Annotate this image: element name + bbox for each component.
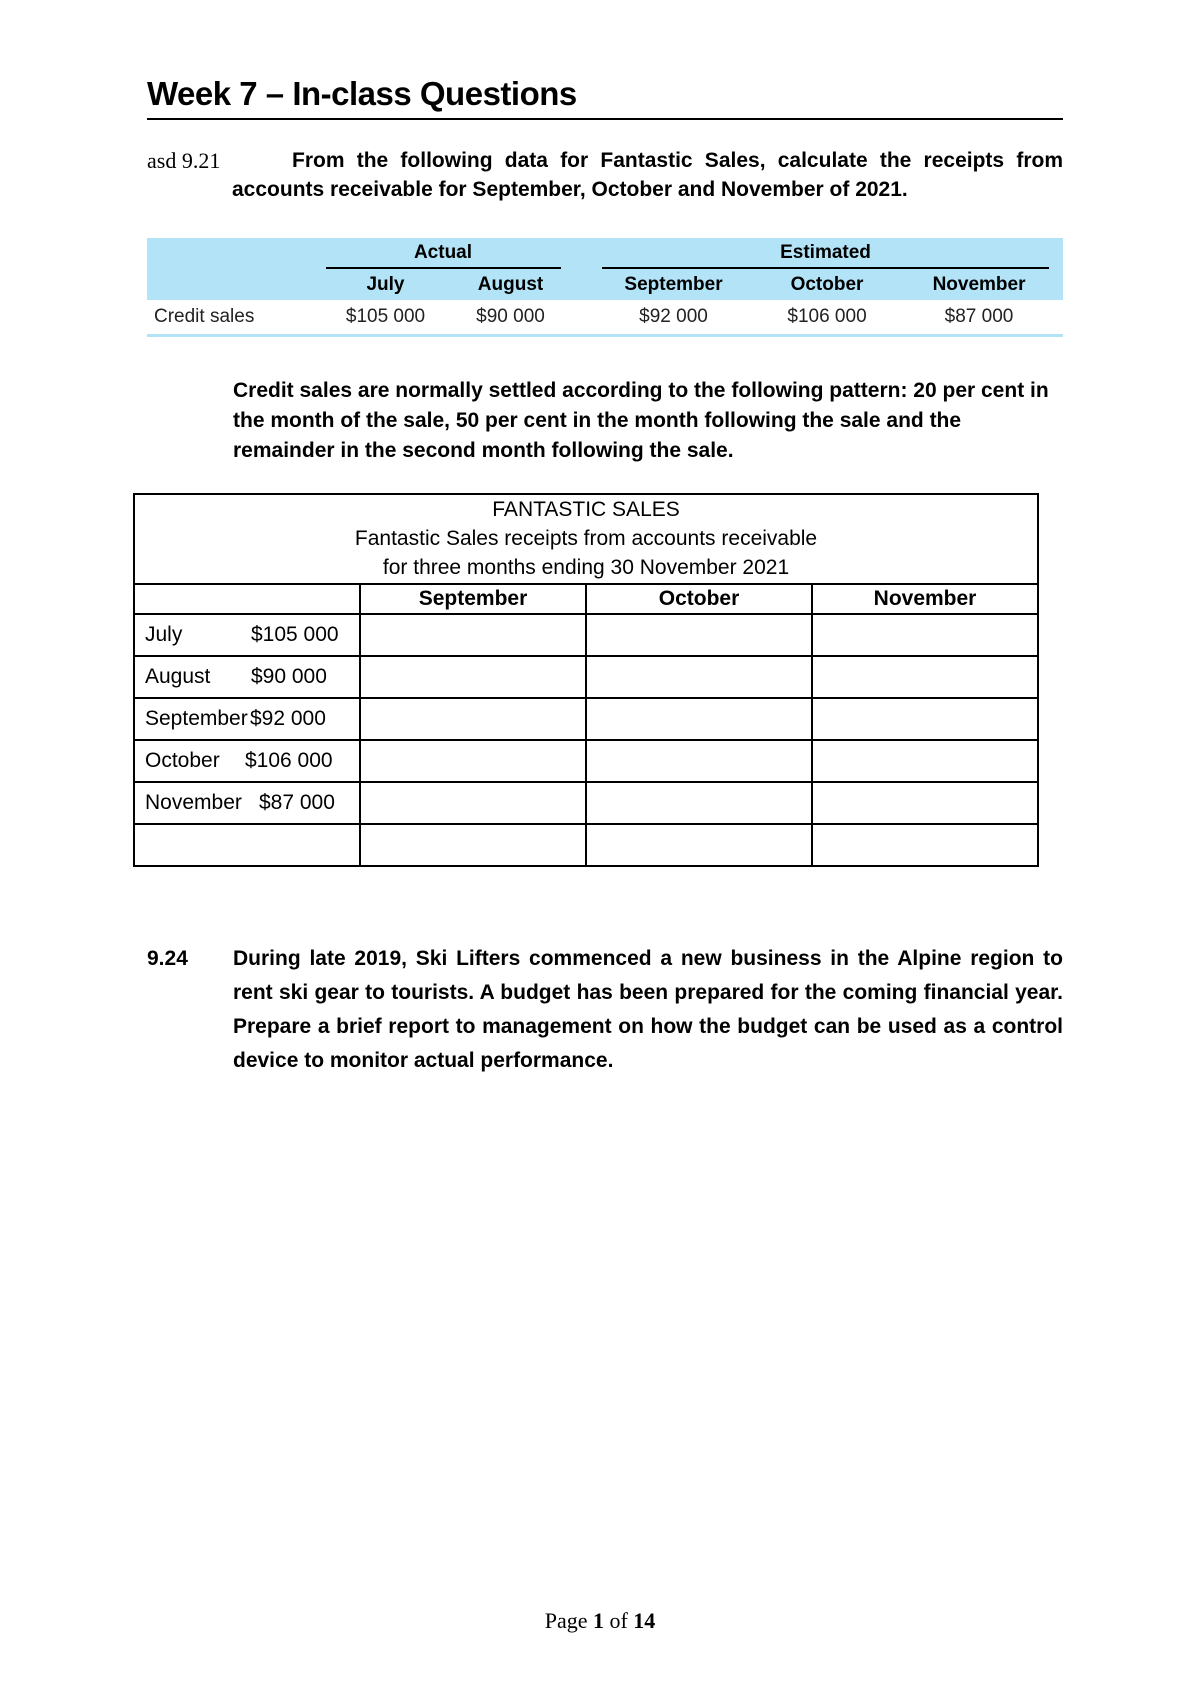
- company-name: FANTASTIC SALES: [492, 498, 680, 521]
- table-row-total: [134, 824, 1038, 866]
- table-row: [134, 698, 1038, 740]
- row-month: September: [145, 707, 248, 730]
- answer-cell[interactable]: [586, 698, 812, 740]
- receipts-table: [133, 493, 1039, 867]
- col-header-july: July: [318, 269, 453, 300]
- answer-cell[interactable]: [360, 656, 586, 698]
- value-august: $90 000: [453, 300, 568, 336]
- current-page: 1: [592, 1608, 604, 1633]
- answer-cell[interactable]: [586, 740, 812, 782]
- answer-cell[interactable]: [360, 740, 586, 782]
- row-month: August: [145, 665, 211, 688]
- period-title: for three months ending 30 November 2021: [382, 556, 790, 579]
- col-header-november: November: [812, 584, 1038, 614]
- answer-cell[interactable]: [812, 656, 1038, 698]
- group-actual: Actual: [326, 239, 561, 269]
- total-label-cell[interactable]: [134, 824, 360, 866]
- receipts-table-title: [134, 494, 1038, 584]
- value-september: $92 000: [588, 300, 759, 336]
- page-title: Week 7 – In-class Questions: [147, 72, 1063, 120]
- row-month: October: [145, 749, 220, 772]
- page-word: Page: [544, 1608, 588, 1633]
- table-row: [134, 740, 1038, 782]
- table-row: [134, 782, 1038, 824]
- answer-cell[interactable]: [812, 614, 1038, 656]
- row-amount: $92 000: [250, 707, 326, 730]
- question-number: 9.24: [147, 947, 188, 970]
- col-header-september: September: [360, 584, 586, 614]
- page-footer: [0, 1608, 1200, 1634]
- col-header-october: October: [586, 584, 812, 614]
- group-estimated: Estimated: [602, 239, 1049, 269]
- answer-cell[interactable]: [586, 656, 812, 698]
- value-november: $87 000: [895, 300, 1063, 336]
- row-month: July: [145, 623, 183, 646]
- of-word: of: [609, 1608, 628, 1633]
- col-header-september: September: [588, 269, 759, 300]
- settlement-pattern-text: Credit sales are normally settled according to the following pattern: 20 per cent in the month of the sale, 50 per cent in the month following the sale and the remainder in the second month following the sale.: [233, 379, 1049, 462]
- answer-cell[interactable]: [586, 614, 812, 656]
- table-row: [147, 300, 1063, 336]
- answer-cell[interactable]: [812, 782, 1038, 824]
- value-october: $106 000: [759, 300, 895, 336]
- question-9-21: [147, 146, 1063, 204]
- row-amount: $105 000: [251, 623, 339, 646]
- answer-cell[interactable]: [360, 824, 586, 866]
- col-header-august: August: [453, 269, 568, 300]
- month-header-row: [147, 269, 1063, 300]
- group-header-row: [147, 238, 1063, 269]
- answer-cell[interactable]: [586, 824, 812, 866]
- answer-cell[interactable]: [586, 782, 812, 824]
- credit-sales-table: [147, 238, 1063, 337]
- answer-cell[interactable]: [360, 614, 586, 656]
- answer-cell[interactable]: [812, 698, 1038, 740]
- value-july: $105 000: [318, 300, 453, 336]
- row-amount: $87 000: [259, 791, 335, 814]
- row-amount: $90 000: [251, 665, 327, 688]
- answer-cell[interactable]: [812, 824, 1038, 866]
- table-row: [134, 656, 1038, 698]
- table-row: [134, 614, 1038, 656]
- col-header-october: October: [759, 269, 895, 300]
- total-pages: 14: [633, 1608, 656, 1633]
- answer-cell[interactable]: [360, 698, 586, 740]
- col-header-november: November: [895, 269, 1063, 300]
- answer-cell[interactable]: [812, 740, 1038, 782]
- row-amount: $106 000: [245, 749, 333, 772]
- row-month: November: [145, 791, 242, 814]
- question-text: From the following data for Fantastic Sales, calculate the receipts from accounts receivable for September, October and November of 2021.: [232, 149, 1063, 201]
- question-9-24: [147, 942, 1063, 1078]
- question-number: asd 9.21: [147, 148, 221, 173]
- schedule-title: Fantastic Sales receipts from accounts receivable: [354, 527, 818, 550]
- column-header-row: [134, 584, 1038, 614]
- question-text: During late 2019, Ski Lifters commenced a new business in the Alpine region to rent ski gear to tourists. A budget has been prepared for the coming financial year. Prepare a brief report to management on how the budget can be used as a control device to monitor actual performance.: [233, 947, 1063, 1072]
- row-label: Credit sales: [147, 300, 318, 336]
- answer-cell[interactable]: [360, 782, 586, 824]
